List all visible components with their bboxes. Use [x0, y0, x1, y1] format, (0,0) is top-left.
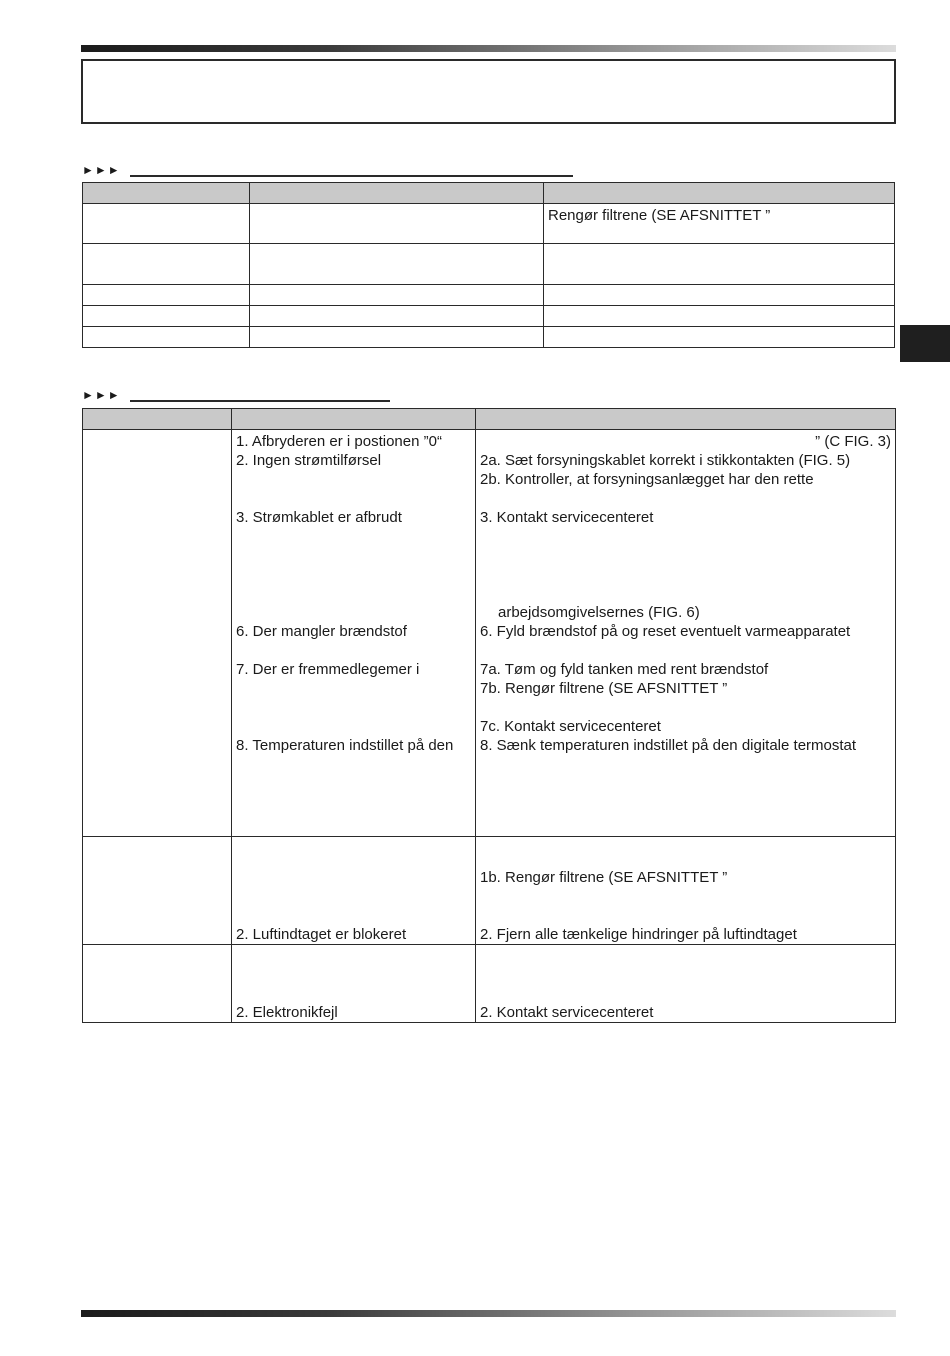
header-cell [83, 183, 250, 204]
cause-line [236, 679, 471, 698]
header-cell [544, 183, 895, 204]
cause-line [236, 565, 471, 584]
table-row [83, 244, 895, 285]
remedy-line [480, 584, 891, 603]
section-arrows: ►►► [82, 388, 121, 402]
remedy-cell [476, 430, 896, 837]
remedy-line: arbejdsomgivelsernes (FIG. 6) [498, 604, 700, 621]
remedy-line [480, 698, 891, 717]
cause-line: 8. Temperaturen indstillet på den [236, 737, 454, 754]
cause-cell [232, 430, 476, 837]
table-row [83, 837, 896, 945]
section-heading-1 [82, 163, 121, 177]
table-cell [250, 306, 544, 327]
heading-rule [130, 400, 390, 402]
remedy-line: 2b. Kontroller, at forsyningsanlægget har den rette [480, 471, 814, 488]
remedy-cell [476, 945, 896, 1023]
section-heading-2 [82, 388, 121, 402]
remedy-line: 3. Kontakt servicecenteret [480, 509, 654, 526]
cause-line [236, 849, 471, 868]
table-1 [82, 182, 895, 348]
cause-line [236, 868, 471, 887]
cause-cell [232, 945, 476, 1023]
cause-line [236, 546, 471, 565]
section-arrows: ►►► [82, 163, 121, 177]
remedy-line [480, 984, 891, 1003]
cause-line [236, 906, 471, 925]
table-row [83, 327, 895, 348]
remedy-line [480, 489, 891, 508]
table-cell [250, 204, 544, 244]
remedy-line: ” (C FIG. 3) [815, 433, 891, 450]
heading-rule [130, 175, 573, 177]
table-row [83, 204, 895, 244]
cause-line [236, 641, 471, 660]
header-cell [83, 409, 232, 430]
remedy-line: 2. Fjern alle tænkelige hindringer på luftindtaget [480, 926, 797, 943]
remedy-line [480, 565, 891, 584]
remedy-line [480, 546, 891, 565]
table-header-row [83, 183, 895, 204]
cause-line: 1. Afbryderen er i postionen ”0“ [236, 433, 442, 450]
table-cell [83, 204, 250, 244]
cause-line [236, 965, 471, 984]
table-row [83, 945, 896, 1023]
table-row [83, 306, 895, 327]
symptom-cell [83, 945, 232, 1023]
remedy-cell [476, 837, 896, 945]
table-cell [544, 327, 895, 348]
table-cell [250, 244, 544, 285]
table-cell [83, 285, 250, 306]
table-cell [250, 327, 544, 348]
remedy-line [480, 887, 891, 906]
header-cell [476, 409, 896, 430]
table-cell [83, 306, 250, 327]
cause-line [236, 984, 471, 1003]
remedy-line: 8. Sænk temperaturen indstillet på den digitale termostat [480, 737, 857, 754]
cause-line [236, 489, 471, 508]
cause-line: 3. Strømkablet er afbrudt [236, 509, 402, 526]
cause-line: 7. Der er fremmedlegemer i [236, 661, 420, 678]
top-decorative-bar [81, 45, 896, 52]
remedy-line [480, 849, 891, 868]
table-cell [544, 306, 895, 327]
table-cell [83, 327, 250, 348]
remedy-line [480, 946, 891, 965]
symptom-cell [83, 837, 232, 945]
cause-line [236, 887, 471, 906]
bottom-decorative-bar [81, 1310, 896, 1317]
remedy-line: 7c. Kontakt servicecenteret [480, 718, 661, 735]
remedy-line: 7b. Rengør filtrene (SE AFSNITTET ” [480, 680, 728, 697]
cause-cell [232, 837, 476, 945]
table-row [83, 430, 896, 837]
cause-line: 2. Luftindtaget er blokeret [236, 926, 407, 943]
remedy-line: 2a. Sæt forsyningskablet korrekt i stikkontakten (FIG. 5) [480, 452, 851, 469]
remedy-line [480, 906, 891, 925]
table-row [83, 285, 895, 306]
cause-line: 2. Ingen strømtilførsel [236, 452, 382, 469]
remedy-line [480, 641, 891, 660]
table-cell [544, 285, 895, 306]
cause-line [236, 584, 471, 603]
table-cell [83, 244, 250, 285]
remedy-line: 7a. Tøm og fyld tanken med rent brændstof [480, 661, 769, 678]
cause-line [236, 527, 471, 546]
table-2 [82, 408, 896, 1023]
cause-line [236, 603, 471, 622]
notice-box [81, 59, 896, 124]
remedy-line [480, 965, 891, 984]
remedy-line: 1b. Rengør filtrene (SE AFSNITTET ” [480, 869, 728, 886]
remedy-line: 6. Fyld brændstof på og reset eventuelt varmeapparatet [480, 623, 851, 640]
cause-line [236, 698, 471, 717]
remedy-line: 2. Kontakt servicecenteret [480, 1004, 654, 1021]
symptom-cell [83, 430, 232, 837]
cause-line [236, 470, 471, 489]
cause-line: 2. Elektronikfejl [236, 1004, 338, 1021]
cause-line [236, 946, 471, 965]
header-cell [232, 409, 476, 430]
table-cell [544, 244, 895, 285]
cause-line: 6. Der mangler brændstof [236, 623, 407, 640]
remedy-line [480, 527, 891, 546]
cause-line [236, 717, 471, 736]
table-cell: Rengør filtrene (SE AFSNITTET ” [544, 204, 895, 244]
side-tab-marker [900, 325, 950, 362]
header-cell [250, 183, 544, 204]
table-header-row [83, 409, 896, 430]
table-cell [250, 285, 544, 306]
